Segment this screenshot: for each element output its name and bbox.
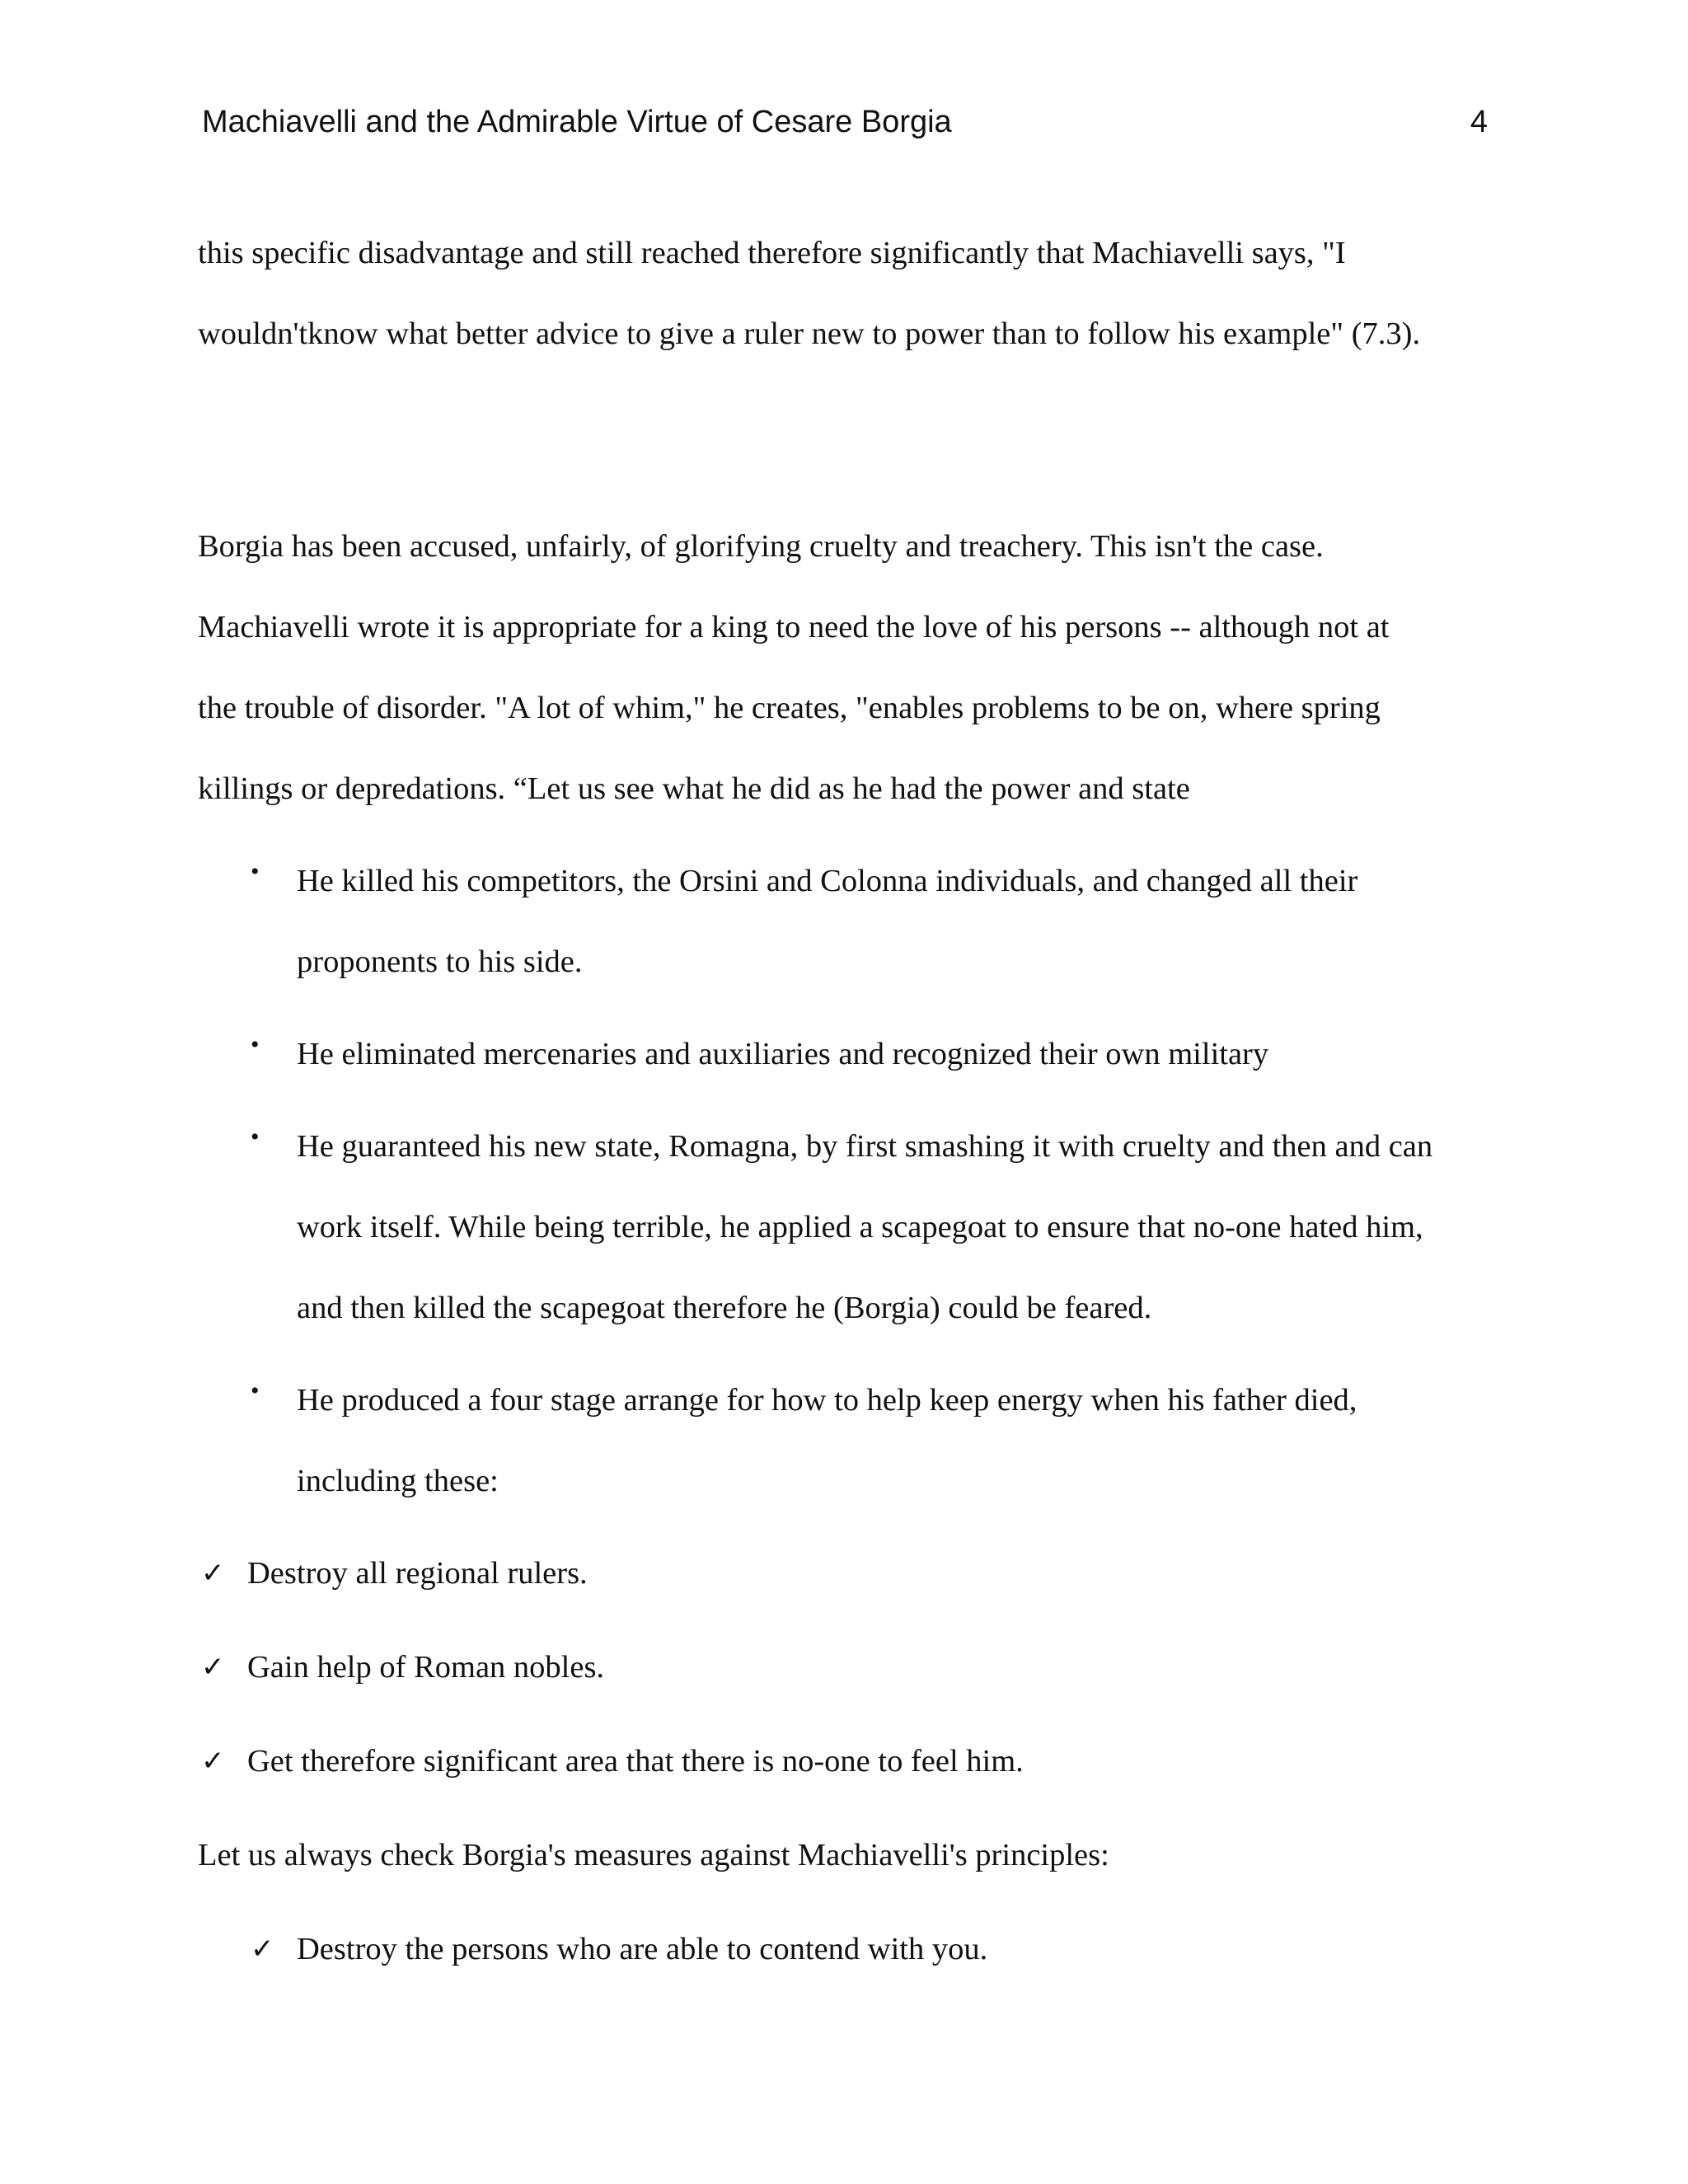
checkmark-icon: ✓ bbox=[201, 1651, 225, 1684]
text-line: and then killed the scapegoat therefore he (Borgia) could be feared. bbox=[297, 1291, 1152, 1325]
list-item bbox=[198, 841, 1500, 1002]
running-header bbox=[202, 97, 1488, 147]
bullet-icon: • bbox=[251, 858, 260, 885]
main-paragraph bbox=[198, 506, 1500, 829]
text-line: He killed his competitors, the Orsini and Colonna individuals, and changed all their bbox=[297, 864, 1358, 898]
text-line: work itself. While being terrible, he applied a scapegoat to ensure that no-one hated him, bbox=[297, 1210, 1423, 1244]
text-line: He eliminated mercenaries and auxiliaries and recognized their own military bbox=[297, 1037, 1269, 1071]
check-item bbox=[198, 1909, 1500, 1990]
text-line: wouldn'tknow what better advice to give a ruler new to power than to follow his example" (7.3). bbox=[198, 316, 1421, 351]
intro-text bbox=[198, 213, 1500, 374]
bullet-icon: • bbox=[251, 1123, 260, 1151]
header-title: Machiavelli and the Admirable Virtue of Cesare Borgia bbox=[202, 105, 952, 139]
text-line: killings or depredations. “Let us see what he did as he had the power and state bbox=[198, 771, 1190, 806]
check-item-text: Get therefore significant area that there is no-one to feel him. bbox=[247, 1744, 1024, 1779]
page-number: 4 bbox=[1470, 105, 1488, 139]
check-item-text: Destroy all regional rulers. bbox=[247, 1556, 588, 1591]
check-item-text: Destroy the persons who are able to contend with you. bbox=[297, 1932, 988, 1966]
text-line: this specific disadvantage and still reached therefore significantly that Machiavelli says, "I bbox=[198, 236, 1346, 270]
text-line: Machiavelli wrote it is appropriate for a king to need the love of his persons -- although not at bbox=[198, 610, 1390, 644]
check-item bbox=[198, 1627, 1500, 1708]
list-item bbox=[198, 1360, 1500, 1521]
checkmark-icon: ✓ bbox=[201, 1745, 225, 1778]
text-line: including these: bbox=[297, 1464, 499, 1498]
closing-line: Let us always check Borgia's measures against Machiavelli's principles: bbox=[198, 1838, 1109, 1872]
list-item bbox=[198, 1014, 1500, 1094]
text-line: He guaranteed his new state, Romagna, by first smashing it with cruelty and then and can bbox=[297, 1129, 1433, 1164]
text-line: He produced a four stage arrange for how to help keep energy when his father died, bbox=[297, 1383, 1357, 1418]
checkmark-icon: ✓ bbox=[251, 1933, 274, 1966]
document-body bbox=[198, 213, 1500, 2003]
text-line: Borgia has been accused, unfairly, of glorifying cruelty and treachery. This isn't the case. bbox=[198, 529, 1324, 564]
bullet-icon: • bbox=[251, 1377, 260, 1404]
bullet-list bbox=[198, 841, 1500, 1521]
text-line: the trouble of disorder. "A lot of whim," he creates, "enables problems to be on, where spring bbox=[198, 691, 1381, 725]
check-item bbox=[198, 1533, 1500, 1614]
paragraph-gap bbox=[198, 374, 1500, 506]
bullet-icon: • bbox=[251, 1031, 260, 1058]
nested-check-list bbox=[198, 1909, 1500, 1990]
check-item-text: Gain help of Roman nobles. bbox=[247, 1650, 605, 1685]
check-item bbox=[198, 1721, 1500, 1802]
list-item bbox=[198, 1106, 1500, 1348]
text-line: proponents to his side. bbox=[297, 944, 583, 979]
checkmark-icon: ✓ bbox=[201, 1557, 225, 1590]
check-list bbox=[198, 1533, 1500, 1802]
